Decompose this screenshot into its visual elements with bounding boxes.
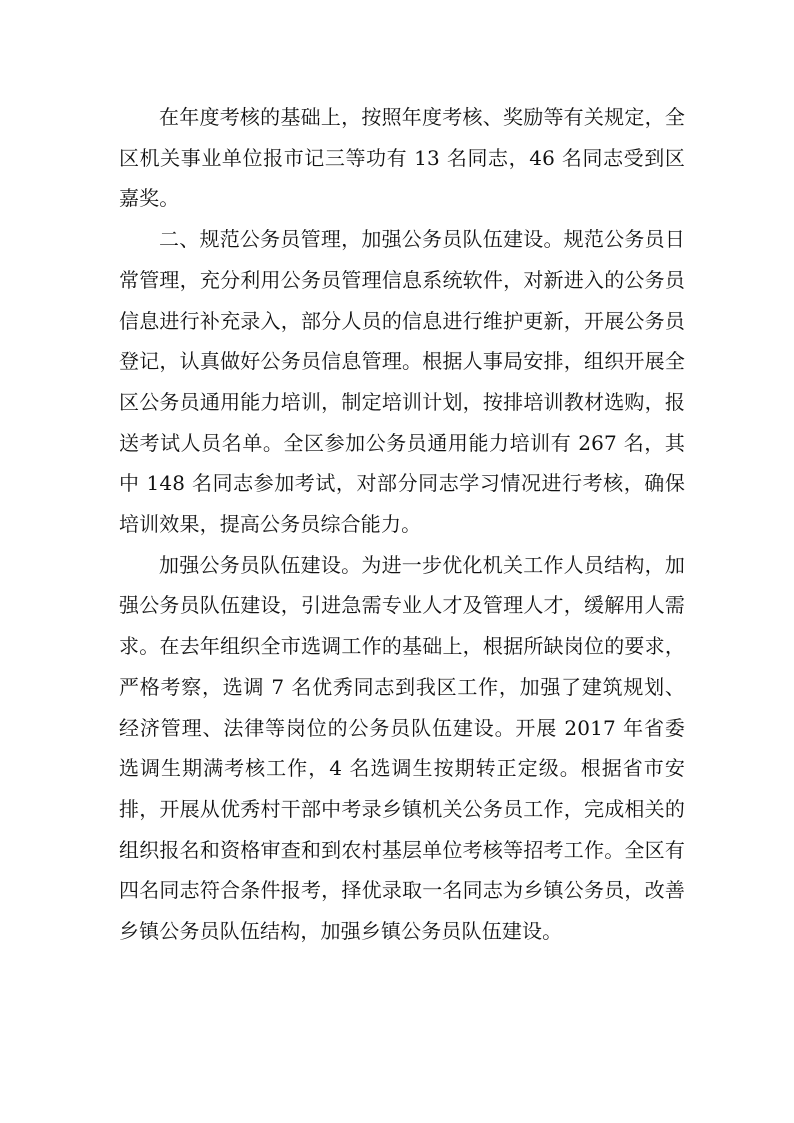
paragraph-annual-awards: 在年度考核的基础上，按照年度考核、奖励等有关规定，全区机关事业单位报市记三等功有 13 名同志，46 名同志受到区嘉奖。 [119, 105, 685, 211]
document-body [119, 97, 685, 952]
paragraph-civil-servant-management: 二、规范公务员管理，加强公务员队伍建设。规范公务员日常管理，充分利用公务员管理信息系统软件，对新进入的公务员信息进行补充录入，部分人员的信息进行维护更新，开展公务员登记，认真做好公务员信息管理。根据人事局安排，组织开展全区公务员通用能力培训，制定培训计划，按排培训教材选购，报送考试人员名单。全区参加公务员通用能力培训有 267 名，其中 148 名同志参加考试，对部分同志学习情况进行考核，确保培训效果，提高公务员综合能力。 [119, 227, 685, 537]
paragraph-team-building: 加强公务员队伍建设。为进一步优化机关工作人员结构，加强公务员队伍建设，引进急需专业人才及管理人才，缓解用人需求。在去年组织全市选调工作的基础上，根据所缺岗位的要求，严格考察，选调 7 名优秀同志到我区工作，加强了建筑规划、经济管理、法律等岗位的公务员队伍建设。开展 2017 年省委选调生期满考核工作，4 名选调生按期转正定级。根据省市安排，开展从优秀村干部中考录乡镇机关公务员工作，完成相关的组织报名和资格审查和到农村基层单位考核等招考工作。全区有四名同志符合条件报考，择优录取一名同志为乡镇公务员，改善乡镇公务员队伍结构，加强乡镇公务员队伍建设。 [119, 552, 685, 944]
